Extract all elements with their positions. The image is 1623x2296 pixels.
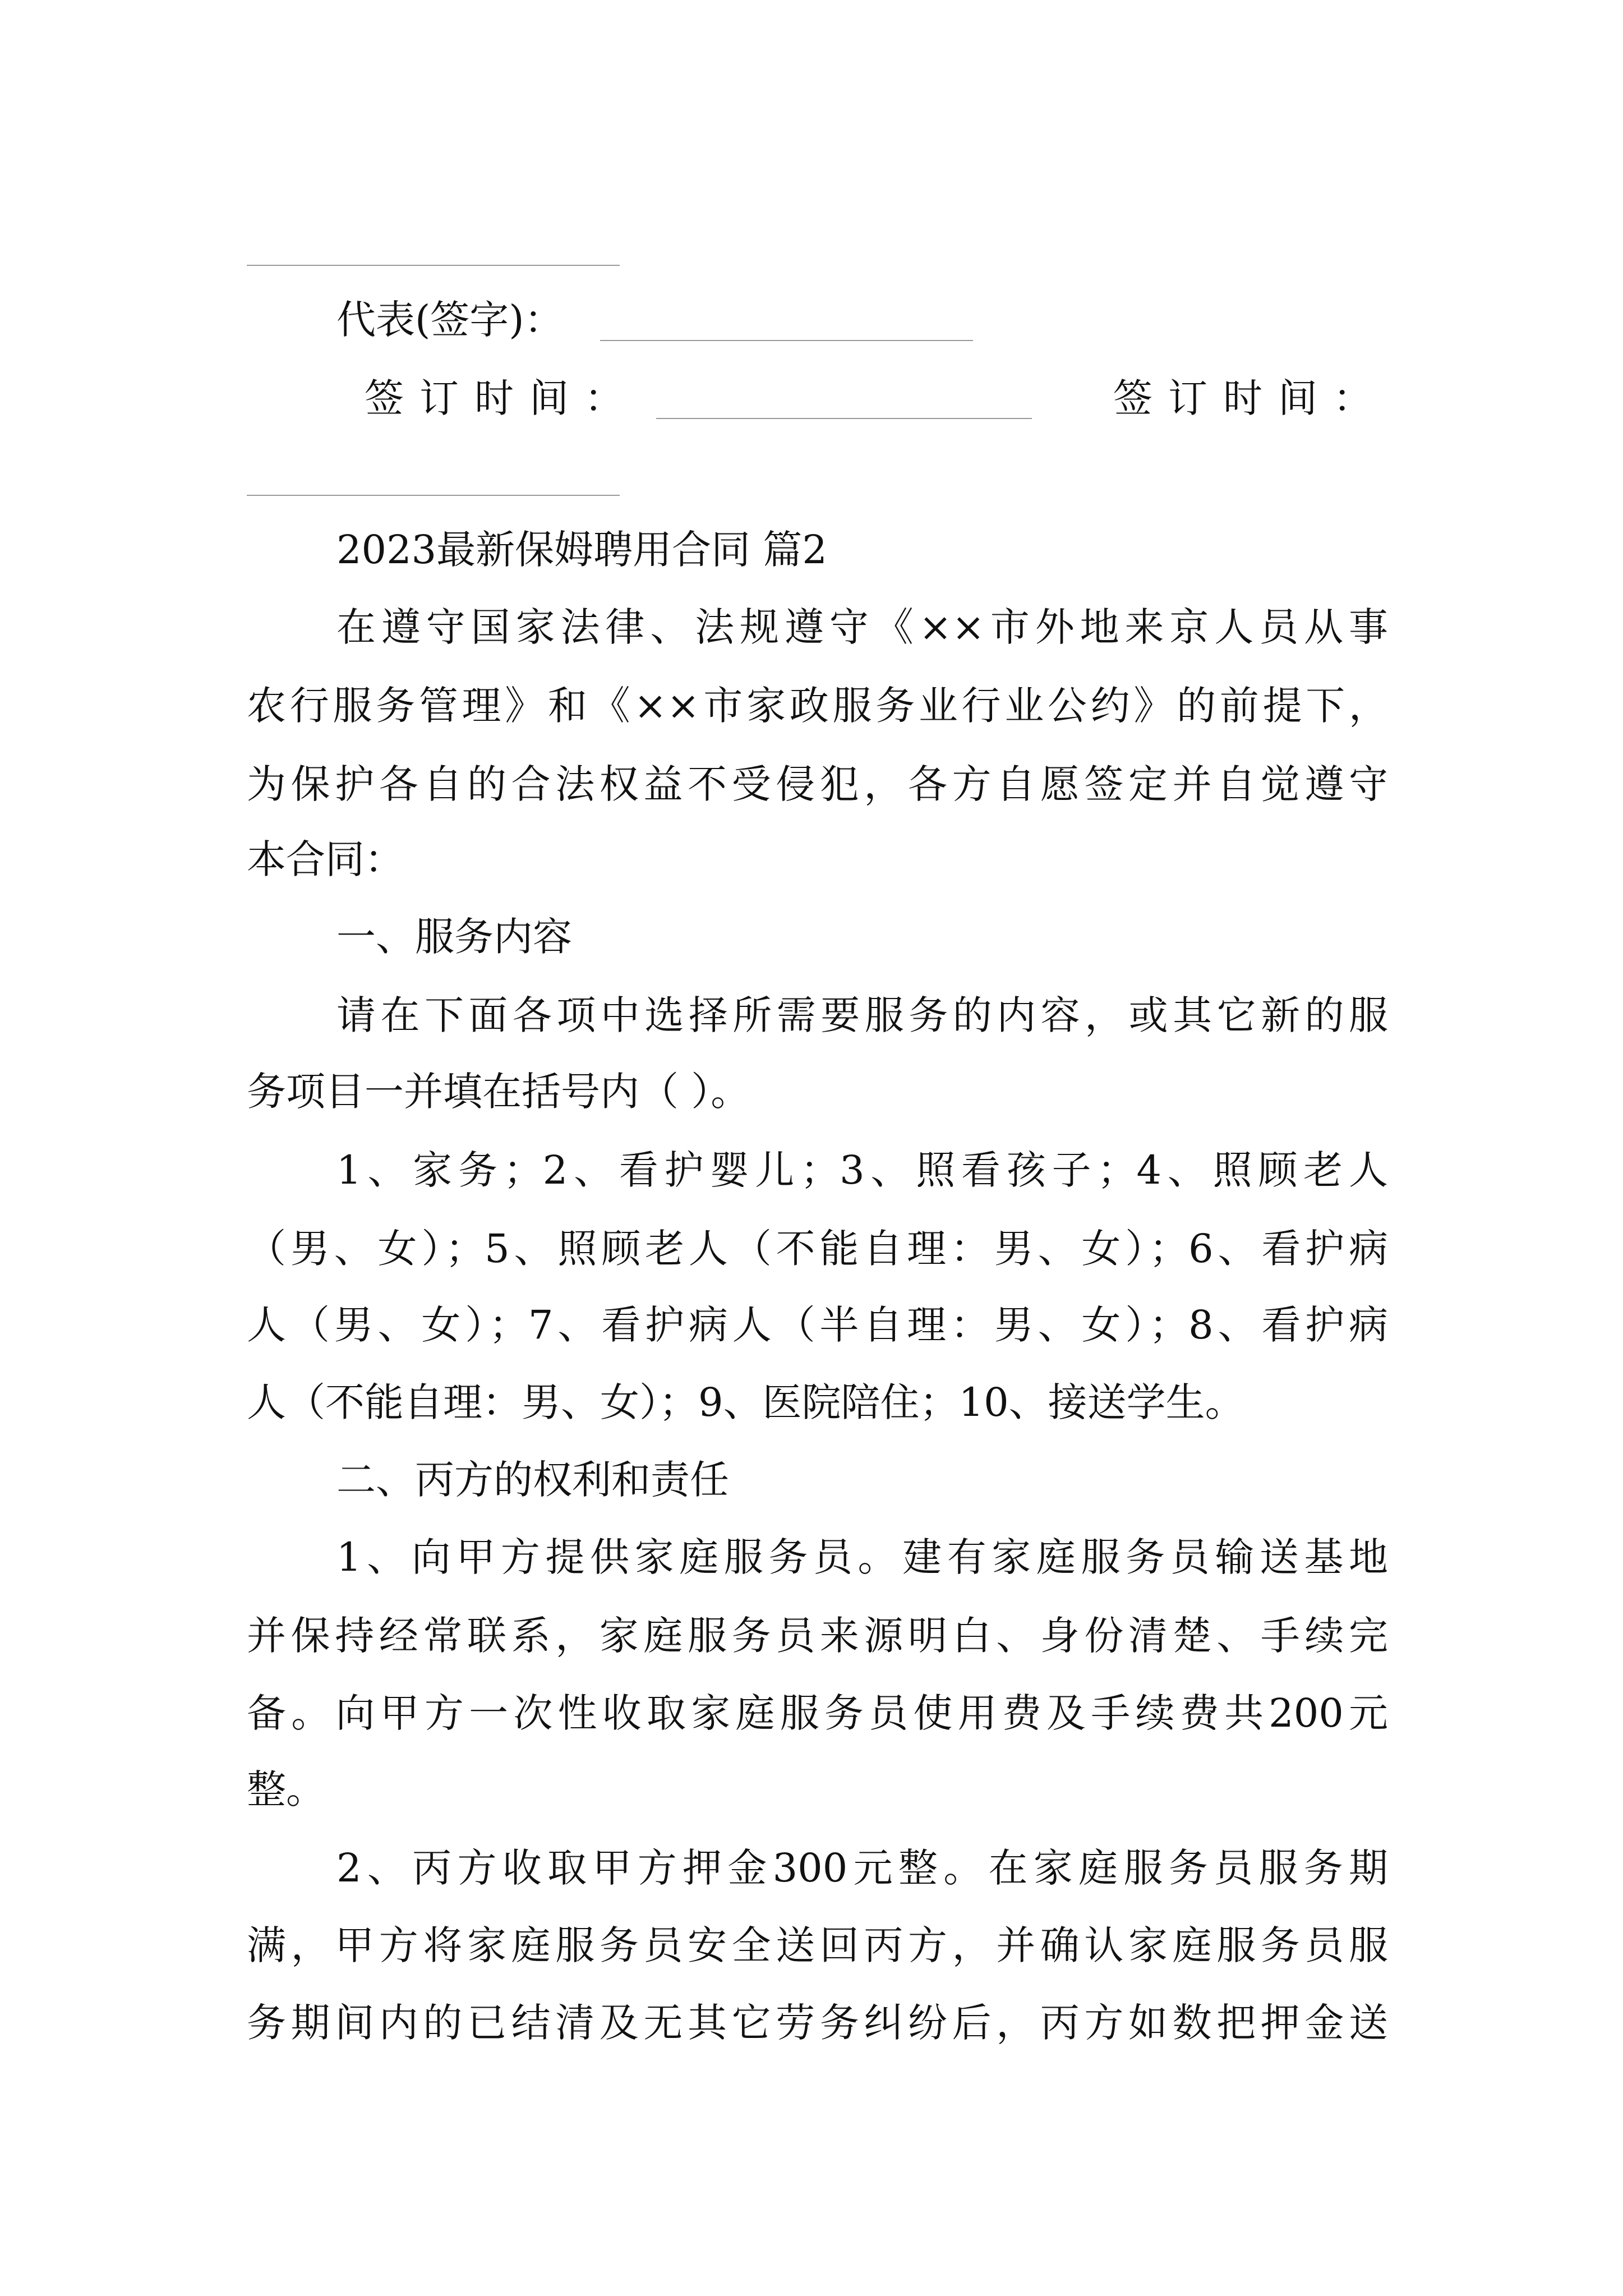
preamble-line: 在遵守国家法律、法规遵守《××市外地来京人员从事 xyxy=(336,604,1388,650)
signature-underline xyxy=(247,265,620,266)
section-2-title: 二、丙方的权利和责任 xyxy=(336,1457,729,1503)
service-items-line: 人（男、女）；7、看护病人（半自理：男、女）；8、看护病 xyxy=(247,1302,1388,1348)
preamble-line: 农行服务管理》和《××市家政服务业行业公约》的前提下， xyxy=(247,683,1388,729)
section-2-paragraph-2-line: 满，甲方将家庭服务员安全送回丙方，并确认家庭服务员服 xyxy=(247,1922,1388,1968)
signing-date-blank-left xyxy=(656,418,1032,419)
section-2-paragraph-2-line: 务期间内的已结清及无其它劳务纠纷后，丙方如数把押金送 xyxy=(247,2000,1388,2046)
representative-signature-label: 代表(签字)： xyxy=(336,297,564,343)
signing-date-label-right: 签订时间： xyxy=(1113,375,1388,421)
service-items-line: 1、家务；2、看护婴儿；3、照看孩子；4、照顾老人 xyxy=(336,1147,1388,1193)
preamble-line: 为保护各自的合法权益不受侵犯，各方自愿签定并自觉遵守 xyxy=(247,761,1388,807)
section-2-paragraph-2-line: 2、丙方收取甲方押金300元整。在家庭服务员服务期 xyxy=(336,1845,1388,1891)
contract-heading: 2023最新保姆聘用合同 篇2 xyxy=(336,527,827,573)
service-items-line: （男、女）；5、照顾老人（不能自理：男、女）；6、看护病 xyxy=(247,1226,1388,1272)
section-2-paragraph-1-line: 备。向甲方一次性收取家庭服务员使用费及手续费共200元 xyxy=(247,1690,1388,1736)
section-1-title: 一、服务内容 xyxy=(336,914,572,960)
signing-date-label-left: 签订时间： xyxy=(365,375,639,421)
representative-signature-blank xyxy=(600,340,973,341)
signing-date-blank-right xyxy=(247,495,620,496)
section-2-paragraph-1-line: 并保持经常联系，家庭服务员来源明白、身份清楚、手续完 xyxy=(247,1613,1388,1659)
service-items-line: 人（不能自理：男、女）；9、医院陪住；10、接送学生。 xyxy=(247,1379,1244,1425)
preamble-line: 本合同： xyxy=(247,836,404,882)
section-2-paragraph-1-line: 1、向甲方提供家庭服务员。建有家庭服务员输送基地 xyxy=(336,1534,1388,1580)
section-1-intro-line: 请在下面各项中选择所需要服务的内容，或其它新的服 xyxy=(336,992,1388,1038)
section-1-intro-line: 务项目一并填在括号内（ ）。 xyxy=(247,1069,750,1115)
section-2-paragraph-1-line: 整。 xyxy=(247,1766,325,1812)
